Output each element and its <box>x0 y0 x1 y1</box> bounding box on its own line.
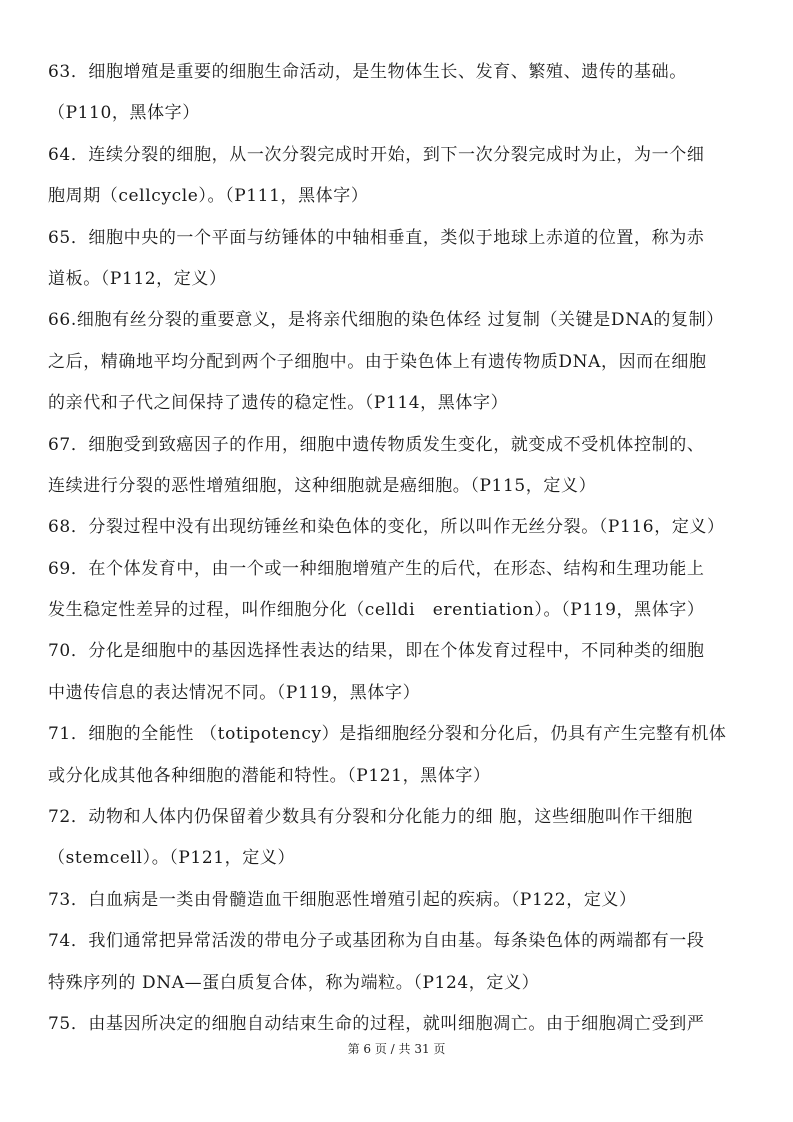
text-line: 69．在个体发育中，由一个或一种细胞增殖产生的后代，在形态、结构和生理功能上 <box>48 558 705 579</box>
text-line: 63．细胞增殖是重要的细胞生命活动，是生物体生长、发育、繁殖、遗传的基础。 <box>48 62 687 82</box>
text-line: （stemcell）。（P121，定义） <box>48 848 296 869</box>
text-line: 的亲代和子代之间保持了遗传的稳定性。（P114，黑体字） <box>48 393 509 414</box>
document-body <box>48 52 748 1045</box>
text-line: 特殊序列的 DNA—蛋白质复合体，称为端粒。（P124，定义） <box>48 972 540 993</box>
text-line: 胞周期（cellcycle）。（P111，黑体字） <box>48 186 369 207</box>
text-line: 发生稳定性差异的过程，叫作细胞分化（celldi erentiation）。（P119，黑体字） <box>48 600 705 621</box>
text-line: 64．连续分裂的细胞，从一次分裂完成时开始，到下一次分裂完成时为止，为一个细 <box>48 144 705 165</box>
text-line: 67．细胞受到致癌因子的作用，细胞中遗传物质发生变化，就变成不受机体控制的、 <box>48 434 705 455</box>
page-number-footer: 第 6 页 / 共 31 页 <box>347 1042 446 1056</box>
text-line: 65．细胞中央的一个平面与纺锤体的中轴相垂直，类似于地球上赤道的位置，称为赤 <box>48 227 705 248</box>
text-line: 66.细胞有丝分裂的重要意义，是将亲代细胞的染色体经 过复制（关键是DNA的复制） <box>48 310 724 331</box>
text-line: 74．我们通常把异常活泼的带电分子或基团称为自由基。每条染色体的两端都有一段 <box>48 931 705 952</box>
text-line: 71．细胞的全能性 （totipotency）是指细胞经分裂和分化后，仍具有产生完整有机体 <box>48 724 727 745</box>
text-line: （P110，黑体字） <box>48 103 200 124</box>
text-line: 68．分裂过程中没有出现纺锤丝和染色体的变化，所以叫作无丝分裂。（P116，定义） <box>48 517 725 538</box>
text-line: 中遗传信息的表达情况不同。（P119，黑体字） <box>48 682 421 703</box>
text-line: 72．动物和人体内仍保留着少数具有分裂和分化能力的细 胞，这些细胞叫作干细胞 <box>48 807 693 828</box>
text-line: 73．白血病是一类由骨髓造血干细胞恶性增殖引起的疾病。（P122，定义） <box>48 889 637 910</box>
text-line: 道板。（P112，定义） <box>48 268 227 289</box>
text-line: 连续进行分裂的恶性增殖细胞，这种细胞就是癌细胞。（P115，定义） <box>48 475 597 496</box>
text-line: 之后，精确地平均分配到两个子细胞中。由于染色体上有遗传物质DNA，因而在细胞 <box>48 351 707 372</box>
text-line: 70．分化是细胞中的基因选择性表达的结果，即在个体发育过程中，不同种类的细胞 <box>48 641 705 662</box>
text-line: 75．由基因所决定的细胞自动结束生命的过程，就叫细胞凋亡。由于细胞凋亡受到严 <box>48 1013 705 1034</box>
text-line: 或分化成其他各种细胞的潜能和特性。（P121，黑体字） <box>48 765 491 786</box>
